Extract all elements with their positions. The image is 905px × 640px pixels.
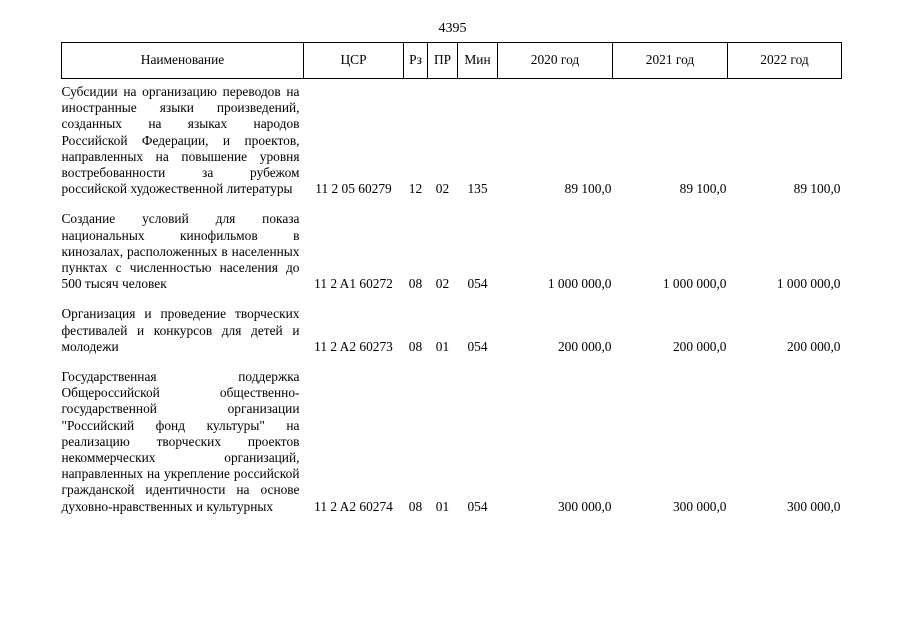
row-2022: 1 000 000,0 bbox=[776, 276, 841, 292]
page-number: 4395 bbox=[438, 21, 467, 36]
header-2021: 2021 год bbox=[613, 43, 728, 79]
header-2020: 2020 год bbox=[498, 43, 613, 79]
row-2022: 89 100,0 bbox=[793, 181, 841, 197]
table-row bbox=[62, 211, 842, 292]
table-row bbox=[62, 84, 842, 197]
budget-table bbox=[61, 42, 842, 515]
row-name: Создание условий для показа национальных кинофильмов в кинозалах, расположенных в населенных пунктах с численностью населения до 500 тысяч человек bbox=[61, 211, 300, 292]
header-pr: ПР bbox=[428, 43, 458, 79]
row-2021: 1 000 000,0 bbox=[662, 276, 727, 292]
row-rz: 08 bbox=[408, 276, 423, 292]
row-csr: 11 2 A1 60272 bbox=[314, 276, 393, 292]
row-2020: 1 000 000,0 bbox=[547, 276, 612, 292]
header-name: Наименование bbox=[62, 43, 304, 79]
row-min: 054 bbox=[467, 276, 488, 292]
row-pr: 01 bbox=[435, 338, 450, 354]
row-csr: 11 2 A2 60273 bbox=[314, 338, 393, 354]
table-row bbox=[62, 369, 842, 515]
row-name: Организация и проведение творческих фестивалей и конкурсов для детей и молодежи bbox=[61, 306, 300, 354]
row-name: Субсидии на организацию переводов на иностранные языки произведений, созданных на языках народов Российской Федерации, и проектов, направленных на повышение уровня востребованности за рубежом российской художественной литературы bbox=[61, 84, 300, 197]
row-2022: 200 000,0 bbox=[786, 338, 841, 354]
header-csr: ЦСР bbox=[304, 43, 404, 79]
header-2022: 2022 год bbox=[728, 43, 842, 79]
row-pr: 02 bbox=[435, 181, 450, 197]
row-rz: 08 bbox=[408, 338, 423, 354]
row-rz: 12 bbox=[408, 181, 423, 197]
table-row bbox=[62, 306, 842, 355]
row-2021: 200 000,0 bbox=[672, 338, 727, 354]
row-csr: 11 2 A2 60274 bbox=[314, 498, 393, 514]
row-pr: 02 bbox=[435, 276, 450, 292]
row-name: Государственная поддержка Общероссийской общественно-государственной организации "Российский фонд культуры" на реализацию творческих проектов некоммерческих организаций, направленных на укрепление российской гражданской идентичности на основе духовно-нравственных и культурных bbox=[61, 369, 300, 514]
header-rz: Рз bbox=[404, 43, 428, 79]
row-min: 054 bbox=[467, 338, 488, 354]
row-2021: 300 000,0 bbox=[672, 498, 727, 514]
row-csr: 11 2 05 60279 bbox=[315, 181, 392, 197]
row-2021: 89 100,0 bbox=[679, 181, 727, 197]
table-header bbox=[62, 43, 842, 79]
row-2020: 89 100,0 bbox=[564, 181, 612, 197]
row-2022: 300 000,0 bbox=[786, 498, 841, 514]
header-min: Мин bbox=[458, 43, 498, 79]
row-2020: 200 000,0 bbox=[557, 338, 612, 354]
row-min: 135 bbox=[467, 181, 488, 197]
row-2020: 300 000,0 bbox=[557, 498, 612, 514]
row-pr: 01 bbox=[435, 498, 450, 514]
row-min: 054 bbox=[467, 498, 488, 514]
row-rz: 08 bbox=[408, 498, 423, 514]
